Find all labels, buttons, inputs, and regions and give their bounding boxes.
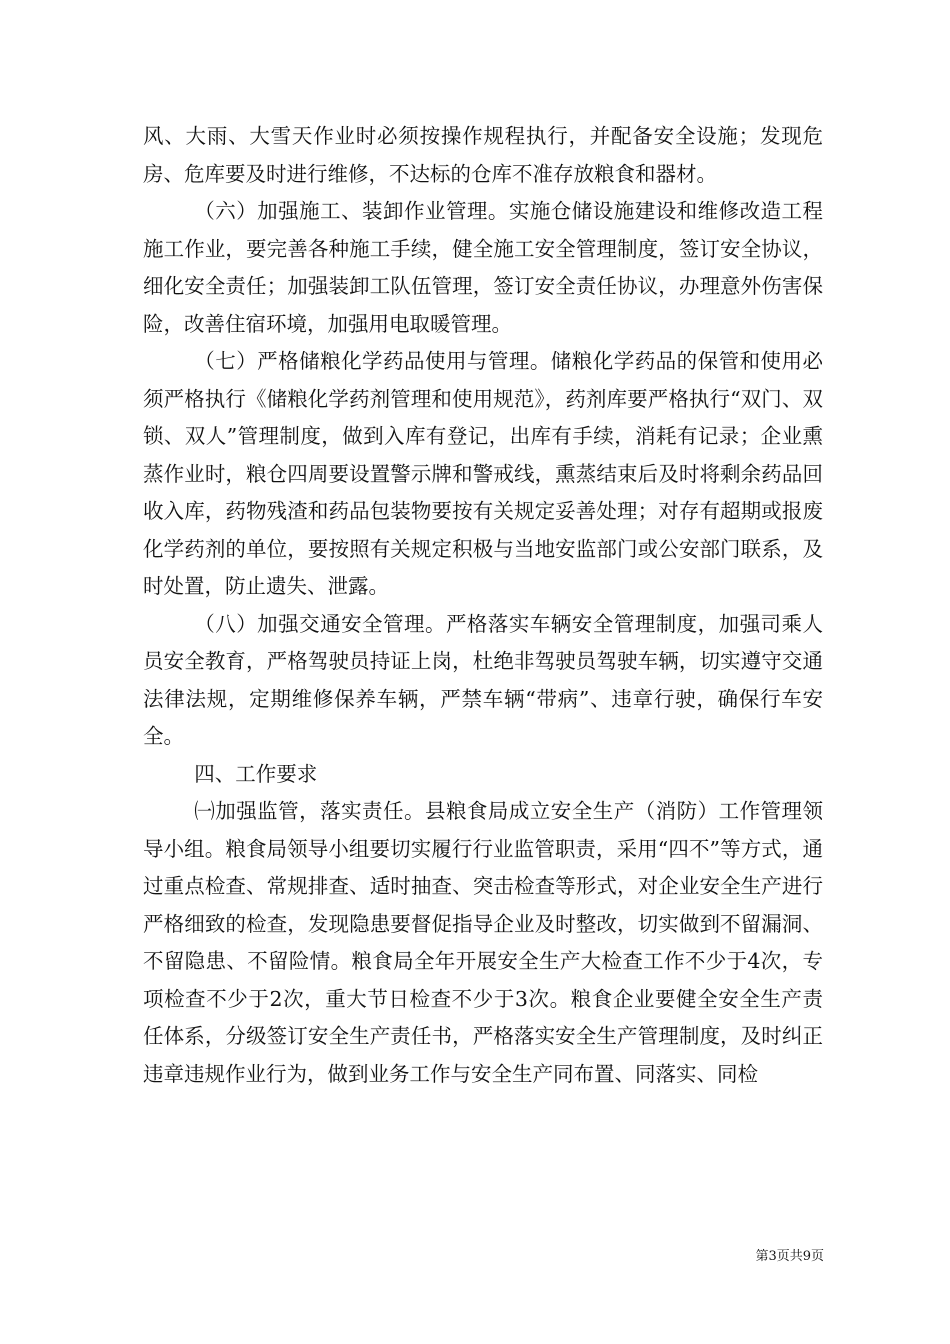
page-number-footer: 第3页共9页: [755, 1249, 824, 1264]
paragraph-section-6: （六）加强施工、装卸作业管理。实施仓储设施建设和维修改造工程施工作业，要完善各种施工手续，健全施工安全管理制度，签订安全协议，细化安全责任；加强装卸工队伍管理，签订安全责任协议，办理意外伤害保险，改善住宿环境，加强用电取暖管理。: [143, 199, 823, 336]
paragraph-continuation: 风、大雨、大雪天作业时必须按操作规程执行，并配备安全设施；发现危房、危库要及时进行维修，不达标的仓库不准存放粮食和器材。: [143, 124, 823, 186]
document-body: [143, 118, 823, 1093]
paragraph-requirement-1: ㈠加强监管，落实责任。县粮食局成立安全生产（消防）工作管理领导小组。粮食局领导小组要切实履行行业监管职责，采用“四不”等方式，通过重点检查、常规排查、适时抽查、突击检查等形式，对企业安全生产进行严格细致的检查，发现隐患要督促指导企业及时整改，切实做到不留漏洞、不留隐患、不留险情。粮食局全年开展安全生产大检查工作不少于4次，专项检查不少于2次，重大节日检查不少于3次。粮食企业要健全安全生产责任体系，分级签订安全生产责任书，严格落实安全生产管理制度，及时纠正违章违规作业行为，做到业务工作与安全生产同布置、同落实、同检: [143, 799, 823, 1086]
paragraph-section-8: （八）加强交通安全管理。严格落实车辆安全管理制度，加强司乘人员安全教育，严格驾驶员持证上岗，杜绝非驾驶员驾驶车辆，切实遵守交通法律法规，定期维修保养车辆，严禁车辆“带病”、违章行驶，确保行车安全。: [143, 611, 823, 748]
paragraph-section-7: （七）严格储粮化学药品使用与管理。储粮化学药品的保管和使用必须严格执行《储粮化学药剂管理和使用规范》，药剂库要严格执行“双门、双锁、双人”管理制度，做到入库有登记，出库有手续，消耗有记录；企业熏蒸作业时，粮仓四周要设置警示牌和警戒线，熏蒸结束后及时将剩余药品回收入库，药物残渣和药品包装物要按有关规定妥善处理；对存有超期或报废化学药剂的单位，要按照有关规定积极与当地安监部门或公安部门联系，及时处置，防止遗失、泄露。: [143, 349, 823, 598]
section-heading-work-requirements: 四、工作要求: [194, 761, 318, 786]
